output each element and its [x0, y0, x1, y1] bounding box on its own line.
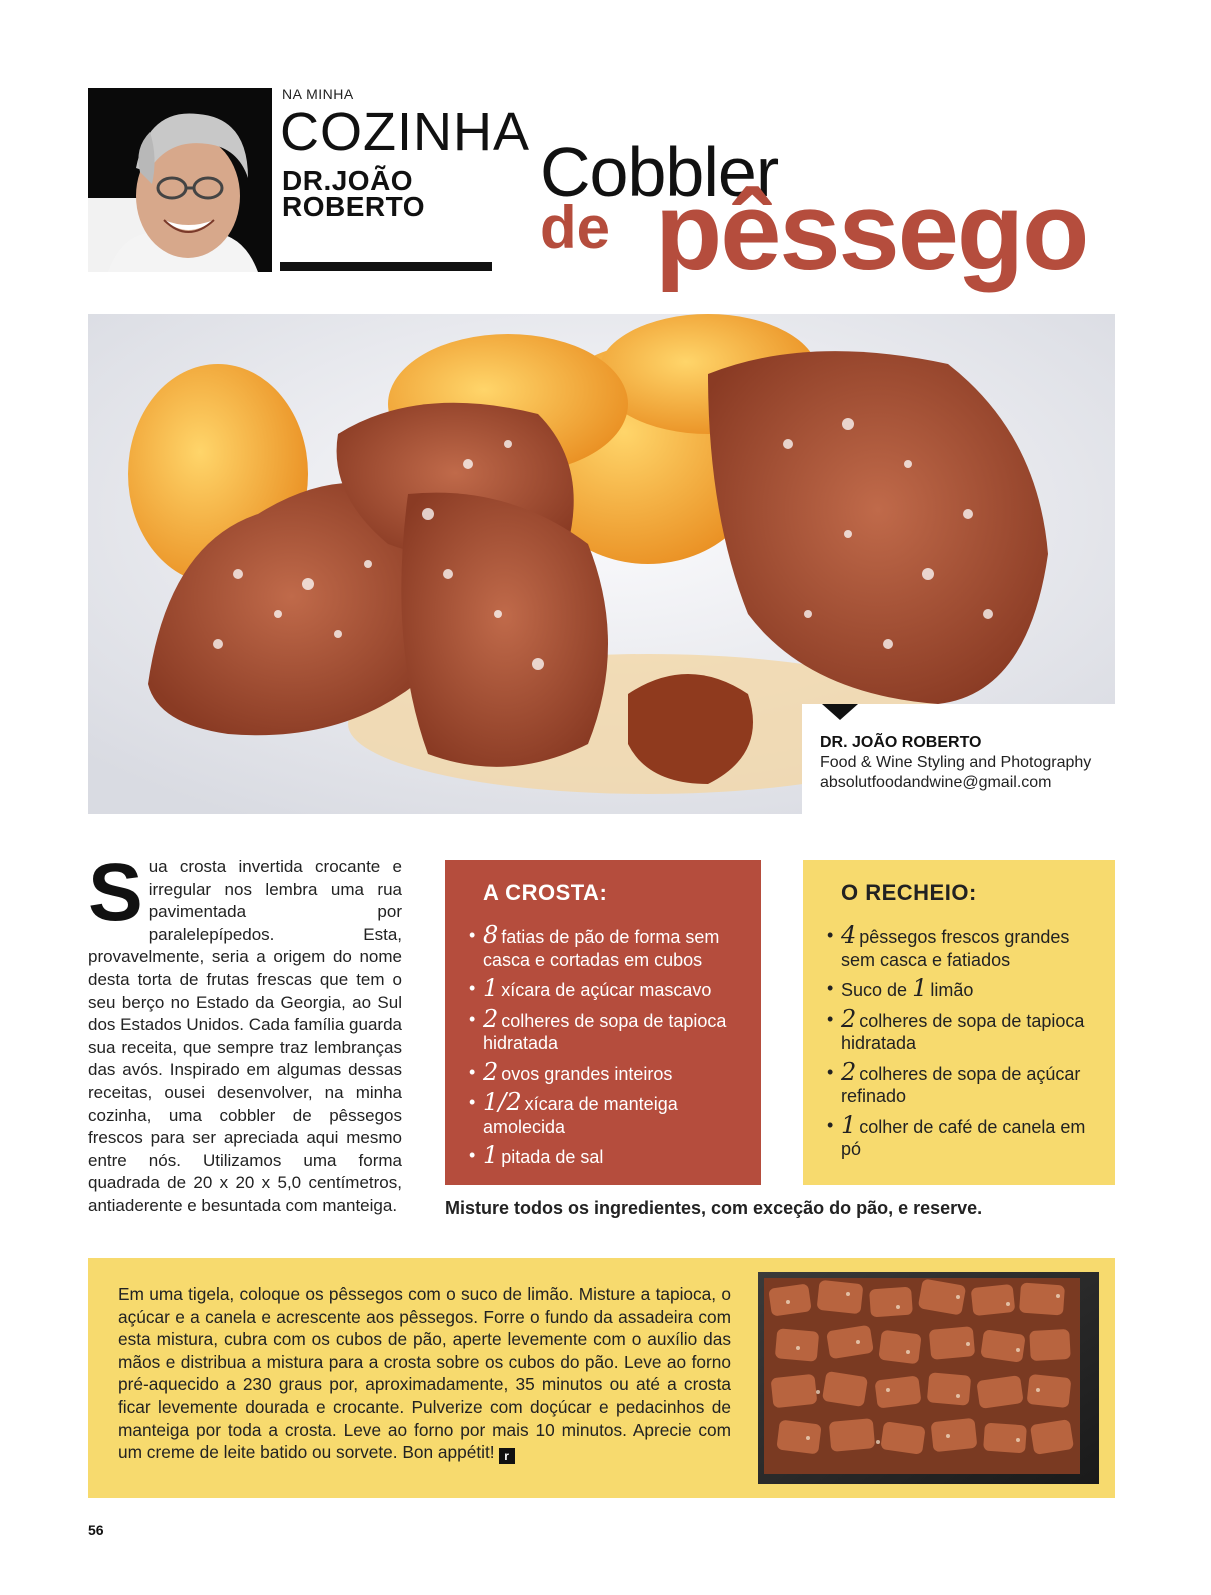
- crosta-ingredients-box: [445, 860, 761, 1185]
- ingredient-qty: 1: [483, 974, 499, 1002]
- header-rule: [280, 262, 492, 271]
- end-mark-icon: r: [499, 1448, 515, 1464]
- ingredient-qty: 2: [841, 1004, 857, 1033]
- list-item: [827, 1057, 1089, 1108]
- recipe-title-line-1: Cobbler: [540, 133, 779, 211]
- crosta-list: [469, 921, 735, 1169]
- list-item: [469, 1088, 735, 1138]
- ingredient-qty: 1: [912, 974, 928, 1002]
- baked-cobbler-photo: [758, 1272, 1099, 1484]
- list-item: [827, 921, 1089, 971]
- list-item: [827, 974, 1089, 1002]
- recheio-ingredients-box: [803, 860, 1115, 1185]
- method-text: Em uma tigela, coloque os pêssegos com o suco de limão. Misture a tapioca, o açúcar e a canela e acrescente aos pêssegos. Forre o fundo da assadeira com esta mistura, cubra com os cubos de pão, aperte levemente com o auxílio das mãos e distribua a mistura para a crosta sobre os cubos do pão. Leve ao forno pré-aquecido a 230 graus por, aproximadamente, 35 minutos ou até a crosta ficar levemente dourada e crocante. Pulverize com doçúcar e pedacinhos de manteiga por toda a crosta. Leve ao forno por mais 10 minutos. Aprecie com um creme de leite batido ou sorvete. Bon appétit!: [118, 1284, 731, 1463]
- intro-paragraph: [88, 847, 402, 1218]
- ingredient-text: colher de café de canela em pó: [841, 1116, 1086, 1159]
- ingredient-qty: 1: [483, 1141, 499, 1169]
- ingredient-text: pêssegos frescos grandes sem casca e fatiados: [841, 927, 1070, 970]
- method-paragraph: [118, 1283, 731, 1464]
- ingredient-text: ovos grandes inteiros: [501, 1063, 673, 1084]
- recipe-title-pessego: pêssego: [655, 170, 1088, 293]
- mix-note: Misture todos os ingredientes, com exceção do pão, e reserve.: [445, 1198, 983, 1218]
- author-portrait: [88, 88, 272, 272]
- ingredient-text: limão: [930, 980, 974, 1000]
- ingredient-qty: 2: [483, 1057, 499, 1086]
- recipe-title-de: de: [540, 194, 611, 261]
- list-item: [469, 1057, 735, 1086]
- column-author: [282, 165, 425, 222]
- ingredient-text: colheres de sopa de açúcar refinado: [841, 1063, 1081, 1106]
- ingredient-qty: 2: [483, 1004, 499, 1033]
- list-item: [469, 921, 735, 971]
- list-item: [469, 1004, 735, 1055]
- ingredient-qty: 2: [841, 1057, 857, 1086]
- ingredient-qty: 1: [841, 1110, 857, 1139]
- column-title: COZINHA: [280, 102, 530, 162]
- recheio-title: O RECHEIO:: [841, 880, 977, 905]
- ingredient-qty: 4: [841, 921, 857, 949]
- recheio-list: [827, 921, 1089, 1161]
- intro-text: ua crosta invertida crocante e irregular nos lembra uma rua pavimentada por paralelepípedos. Esta, provavelmente, seria a origem do nome desta torta de frutas frescas que tem o seu berço no Estado da Georgia, ao Sul dos Estados Unidos. Cada família guarda sua receita, que sempre traz lembranças das avós. Inspirado em algumas dessas receitas, ousei desenvolver, na minha cozinha, uma cobbler de pêssegos frescos para ser apreciada aqui mesmo entre nós. Utilizamos uma forma quadrada de 20 x 20 x 5,0 centímetros, antiaderente e besuntada com manteiga.: [88, 857, 402, 1215]
- list-item: [827, 1110, 1089, 1161]
- page-number: 56: [88, 1522, 104, 1538]
- ingredient-text: Suco de: [841, 980, 908, 1000]
- credit-email: absolutfoodandwine@gmail.com: [820, 774, 1052, 791]
- author-name-line-2: ROBERTO: [282, 191, 425, 222]
- ingredient-text: colheres de sopa de tapioca hidratada: [483, 1010, 727, 1053]
- ingredient-qty: 1/2: [483, 1088, 522, 1116]
- ingredient-text: xícara de manteiga amolecida: [483, 1094, 678, 1137]
- column-kicker: NA MINHA: [282, 86, 354, 102]
- drop-cap: S: [88, 847, 143, 938]
- ingredient-text: pitada de sal: [501, 1147, 604, 1167]
- list-item: [469, 1141, 735, 1169]
- crosta-title: A CROSTA:: [483, 880, 608, 905]
- ingredient-text: xícara de açúcar mascavo: [501, 980, 712, 1000]
- credit-pointer-icon: [822, 704, 858, 720]
- ingredient-qty: 8: [483, 921, 499, 949]
- credit-name: DR. JOÃO ROBERTO: [820, 734, 982, 751]
- ingredient-text: fatias de pão de forma sem casca e cortadas em cubos: [483, 927, 720, 970]
- ingredient-text: colheres de sopa de tapioca hidratada: [841, 1010, 1085, 1053]
- author-name-line-1: DR.JOÃO: [282, 165, 414, 196]
- list-item: [469, 974, 735, 1002]
- credit-role: Food & Wine Styling and Photography: [820, 754, 1092, 771]
- list-item: [827, 1004, 1089, 1055]
